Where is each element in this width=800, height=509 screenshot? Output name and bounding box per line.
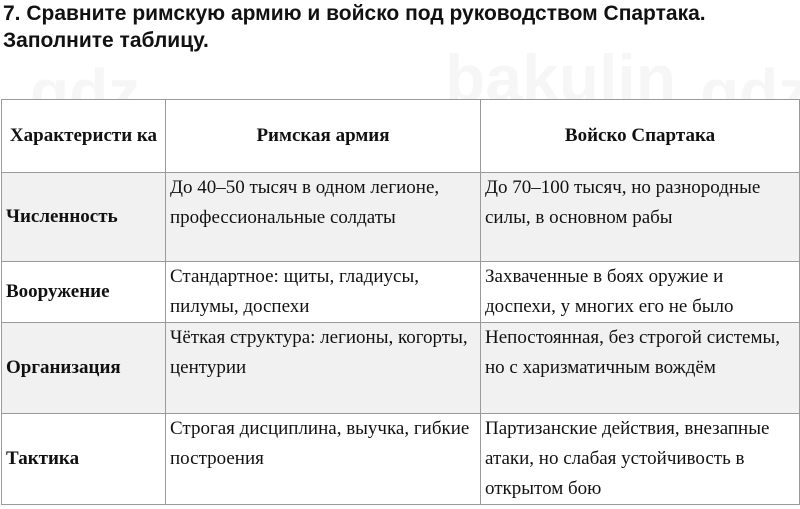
row-label: Численность	[2, 173, 166, 262]
roman-cell: Чёткая структура: легионы, когорты, центурии	[166, 323, 481, 414]
spartacus-cell: Партизанские действия, внезапные атаки, но слабая устойчивость в открытом бою	[481, 414, 800, 505]
table-header-row	[2, 100, 800, 173]
task-title-line-2: Заполните таблицу.	[3, 29, 209, 52]
roman-cell: До 40–50 тысяч в одном легионе, профессиональные солдаты	[166, 173, 481, 262]
row-label: Организация	[2, 323, 166, 414]
row-label: Вооружение	[2, 262, 166, 323]
header-characteristic: Характеристи ка	[2, 100, 166, 173]
roman-cell: Строгая дисциплина, выучка, гибкие построения	[166, 414, 481, 505]
row-label: Тактика	[2, 414, 166, 505]
task-title	[3, 0, 793, 54]
comparison-table	[1, 99, 800, 505]
roman-cell: Стандартное: щиты, гладиусы, пилумы, доспехи	[166, 262, 481, 323]
table-row	[2, 414, 800, 505]
task-title-line-1: 7. Сравните римскую армию и войско под руководством Спартака.	[3, 2, 706, 25]
header-spartacus-army: Войско Спартака	[481, 100, 800, 173]
table-row	[2, 173, 800, 262]
spartacus-cell: До 70–100 тысяч, но разнородные силы, в основном рабы	[481, 173, 800, 262]
table-row	[2, 262, 800, 323]
header-roman-army: Римская армия	[166, 100, 481, 173]
table-row	[2, 323, 800, 414]
spartacus-cell: Непостоянная, без строгой системы, но с харизматичным вождём	[481, 323, 800, 414]
spartacus-cell: Захваченные в боях оружие и доспехи, у многих его не было	[481, 262, 800, 323]
